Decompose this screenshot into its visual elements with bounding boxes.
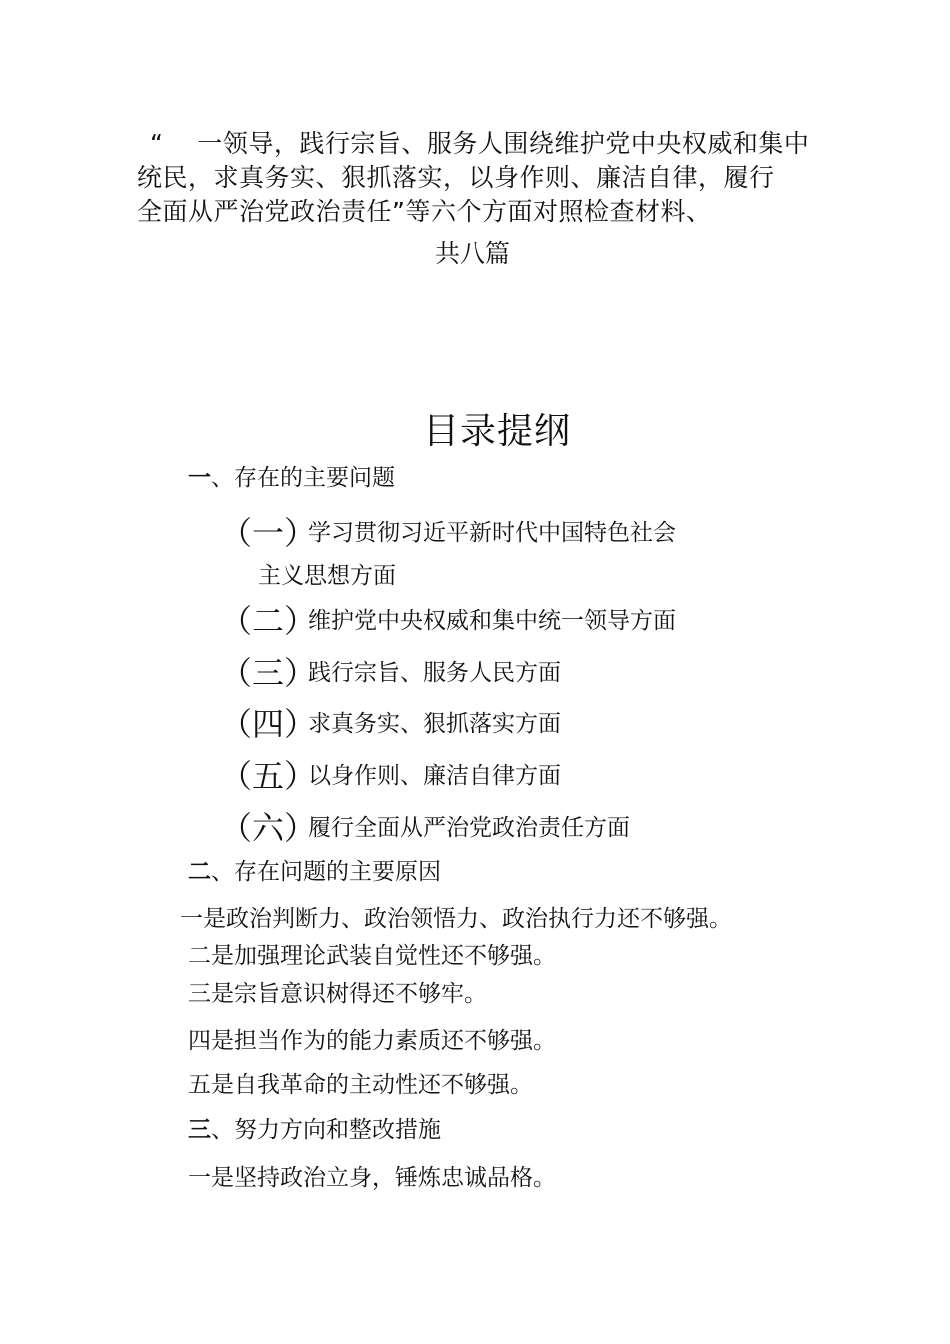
section-number: 二 xyxy=(188,859,211,885)
reason-item: 四是担当作为的能力素质还不够强。 xyxy=(188,1028,556,1054)
item-text: 以身作则、廉洁自律方面 xyxy=(308,763,561,789)
title-line-2: 统民，求真务实、狠抓落实，以身作则、廉洁自律，履行 xyxy=(137,163,775,192)
item-marker: （四） xyxy=(220,705,317,743)
toc-item xyxy=(220,759,561,793)
section-number: 三 xyxy=(188,1117,211,1143)
item-text: 践行宗旨、服务人民方面 xyxy=(308,660,561,686)
toc-item xyxy=(220,604,676,638)
item-marker: （五） xyxy=(220,757,317,795)
item-text: 求真务实、狠抓落实方面 xyxy=(308,711,561,737)
reason-item: 一是政治判断力、政治领悟力、政治执行力还不够强。 xyxy=(180,906,732,932)
reason-item: 三是宗旨意识树得还不够牢。 xyxy=(188,981,487,1007)
title-line-1: “ 一领导，践行宗旨、服务人围绕维护党中央权威和集中 xyxy=(150,129,810,158)
item-text: 维护党中央权威和集中统一领导方面 xyxy=(308,608,676,634)
section-label: 、存在的主要问题 xyxy=(211,465,395,491)
reason-item: 二是加强理论武装自觉性还不够强。 xyxy=(188,943,556,969)
section-heading-2 xyxy=(188,856,441,888)
reason-item: 五是自我革命的主动性还不够强。 xyxy=(188,1072,533,1098)
measure-item: 一是坚持政治立身，锤炼忠诚品格。 xyxy=(188,1165,556,1191)
section-heading-3 xyxy=(188,1114,441,1146)
item-text: 履行全面从严治党政治责任方面 xyxy=(308,815,630,841)
item-marker: （一） xyxy=(220,514,317,552)
title-line-3: 全面从严治党政治责任”等六个方面对照检查材料、 xyxy=(137,197,712,226)
toc-item xyxy=(220,656,561,690)
section-number: 一 xyxy=(188,465,211,491)
section-label: 、存在问题的主要原因 xyxy=(211,859,441,885)
toc-item xyxy=(220,707,561,741)
item-marker: （三） xyxy=(220,654,317,692)
toc-heading: 目录提纲 xyxy=(423,411,572,452)
section-heading-1 xyxy=(188,462,395,494)
section-label: 、努力方向和整改措施 xyxy=(211,1117,441,1143)
subtitle: 共八篇 xyxy=(435,239,511,268)
toc-item xyxy=(220,811,630,845)
toc-item-continuation: 主义思想方面 xyxy=(258,563,396,589)
toc-item xyxy=(220,516,676,550)
item-marker: （六） xyxy=(220,809,317,847)
item-text: 学习贯彻习近平新时代中国特色社会 xyxy=(308,520,676,546)
item-marker: （二） xyxy=(220,602,317,640)
